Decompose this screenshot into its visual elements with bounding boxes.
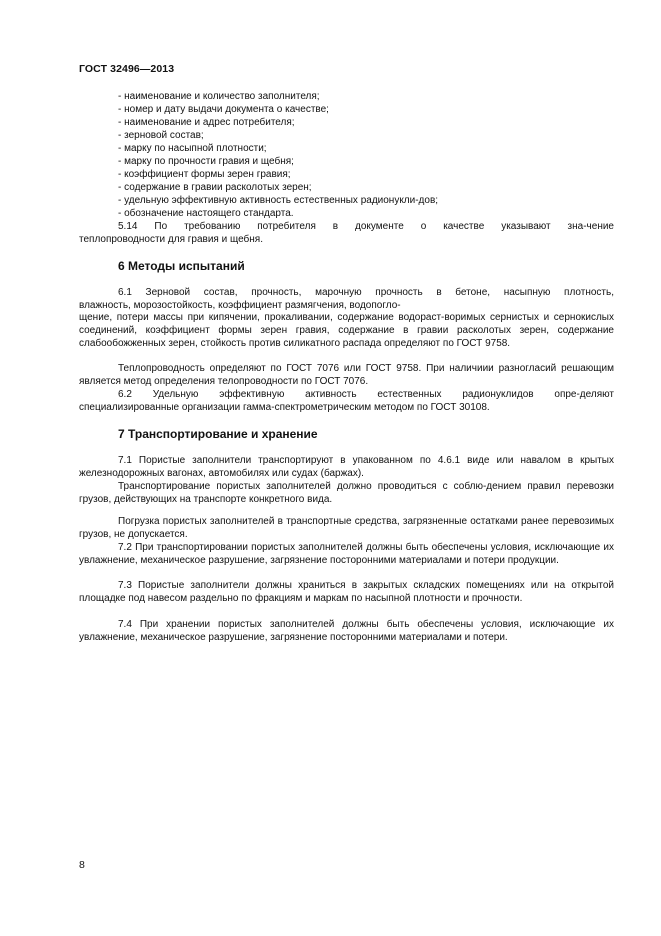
clause-6-1-line1: 6.1 Зерновой состав, прочность, марочную прочность в бетоне, насыпную плотность, bbox=[118, 287, 614, 298]
clause-7-1: 7.1 Пористые заполнители транспортируют в упакованном по 4.6.1 виде или навалом в крытых железнодорожных вагонах, автомобилях или судах (баржах). bbox=[79, 455, 614, 479]
clause-6-1-body: щение, потери массы при кипячении, прокаливании, содержание водораст-воримых сернистых и сернокислых соединений, коэффициент формы зерен гравия, содержание в гравии расколотых зерен, содержание слабообожженных зерен, стойкость против силикатного распада определяют по ГОСТ 9758. bbox=[79, 312, 614, 349]
document-contents-list bbox=[118, 90, 438, 220]
clause-7-4: 7.4 При хранении пористых заполнителей должны быть обеспечены условия, исключающие их увлажнение, механическое разрушение, загрязнение посторонними материалами и потери. bbox=[79, 619, 614, 643]
clause-6-2-line1: 6.2 Удельную эффективную активность естественных радионуклидов опре-деляют bbox=[118, 389, 614, 400]
list-item: - наименование и адрес потребителя; bbox=[118, 117, 295, 128]
list-item: - наименование и количество заполнителя; bbox=[118, 91, 320, 102]
standard-header: ГОСТ 32496—2013 bbox=[79, 63, 175, 75]
transport-rules-paragraph: Транспортирование пористых заполнителей должно проводиться с соблю-дением правил перевозки грузов, действующих на транспорте конкретного вида. bbox=[79, 481, 614, 505]
list-item: - обозначение настоящего стандарта. bbox=[118, 208, 294, 219]
page-number: 8 bbox=[79, 859, 85, 871]
thermal-conductivity-paragraph: Теплопроводность определяют по ГОСТ 7076 или ГОСТ 9758. При наличиии разногласий решающим является метод определения телопроводности по ГОСТ 7076. bbox=[79, 363, 614, 387]
clause-7-2: 7.2 При транспортировании пористых заполнителей должны быть обеспечены условия, исключающие их увлажнение, механическое разрушение, загрязнение посторонними материалами и потери продукции. bbox=[79, 542, 614, 566]
list-item: - марку по насыпной плотности; bbox=[118, 143, 267, 154]
loading-paragraph: Погрузка пористых заполнителей в транспортные средства, загрязненные остатками ранее перевозимых грузов, не допускается. bbox=[79, 516, 614, 540]
list-item: - коэффициент формы зерен гравия; bbox=[118, 169, 291, 180]
clause-6-1-line2: влажность, морозостойкость, коэффициент размягчения, водопогло- bbox=[79, 300, 401, 311]
list-item: - номер и дату выдачи документа о качестве; bbox=[118, 104, 329, 115]
clause-5-14-line2: теплопроводности для гравия и щебня. bbox=[79, 234, 263, 245]
clause-5-14-line1: 5.14 По требованию потребителя в документе о качестве указывают зна-чение bbox=[118, 221, 614, 232]
section-6-title: 6 Методы испытаний bbox=[118, 259, 245, 273]
list-item: - содержание в гравии расколотых зерен; bbox=[118, 182, 312, 193]
list-item: - зерновой состав; bbox=[118, 130, 204, 141]
clause-7-3: 7.3 Пористые заполнители должны храниться в закрытых складских помещениях или на открытой площадке под навесом раздельно по фракциям и маркам по насыпной плотности и прочности. bbox=[79, 580, 614, 604]
list-item: - удельную эффективную активность естественных радионукли-дов; bbox=[118, 195, 439, 206]
list-item: - марку по прочности гравия и щебня; bbox=[118, 156, 294, 167]
section-7-title: 7 Транспортирование и хранение bbox=[118, 427, 318, 441]
clause-6-2-line2: специализированные организации гамма-спектрометрическим методом по ГОСТ 30108. bbox=[79, 402, 490, 413]
